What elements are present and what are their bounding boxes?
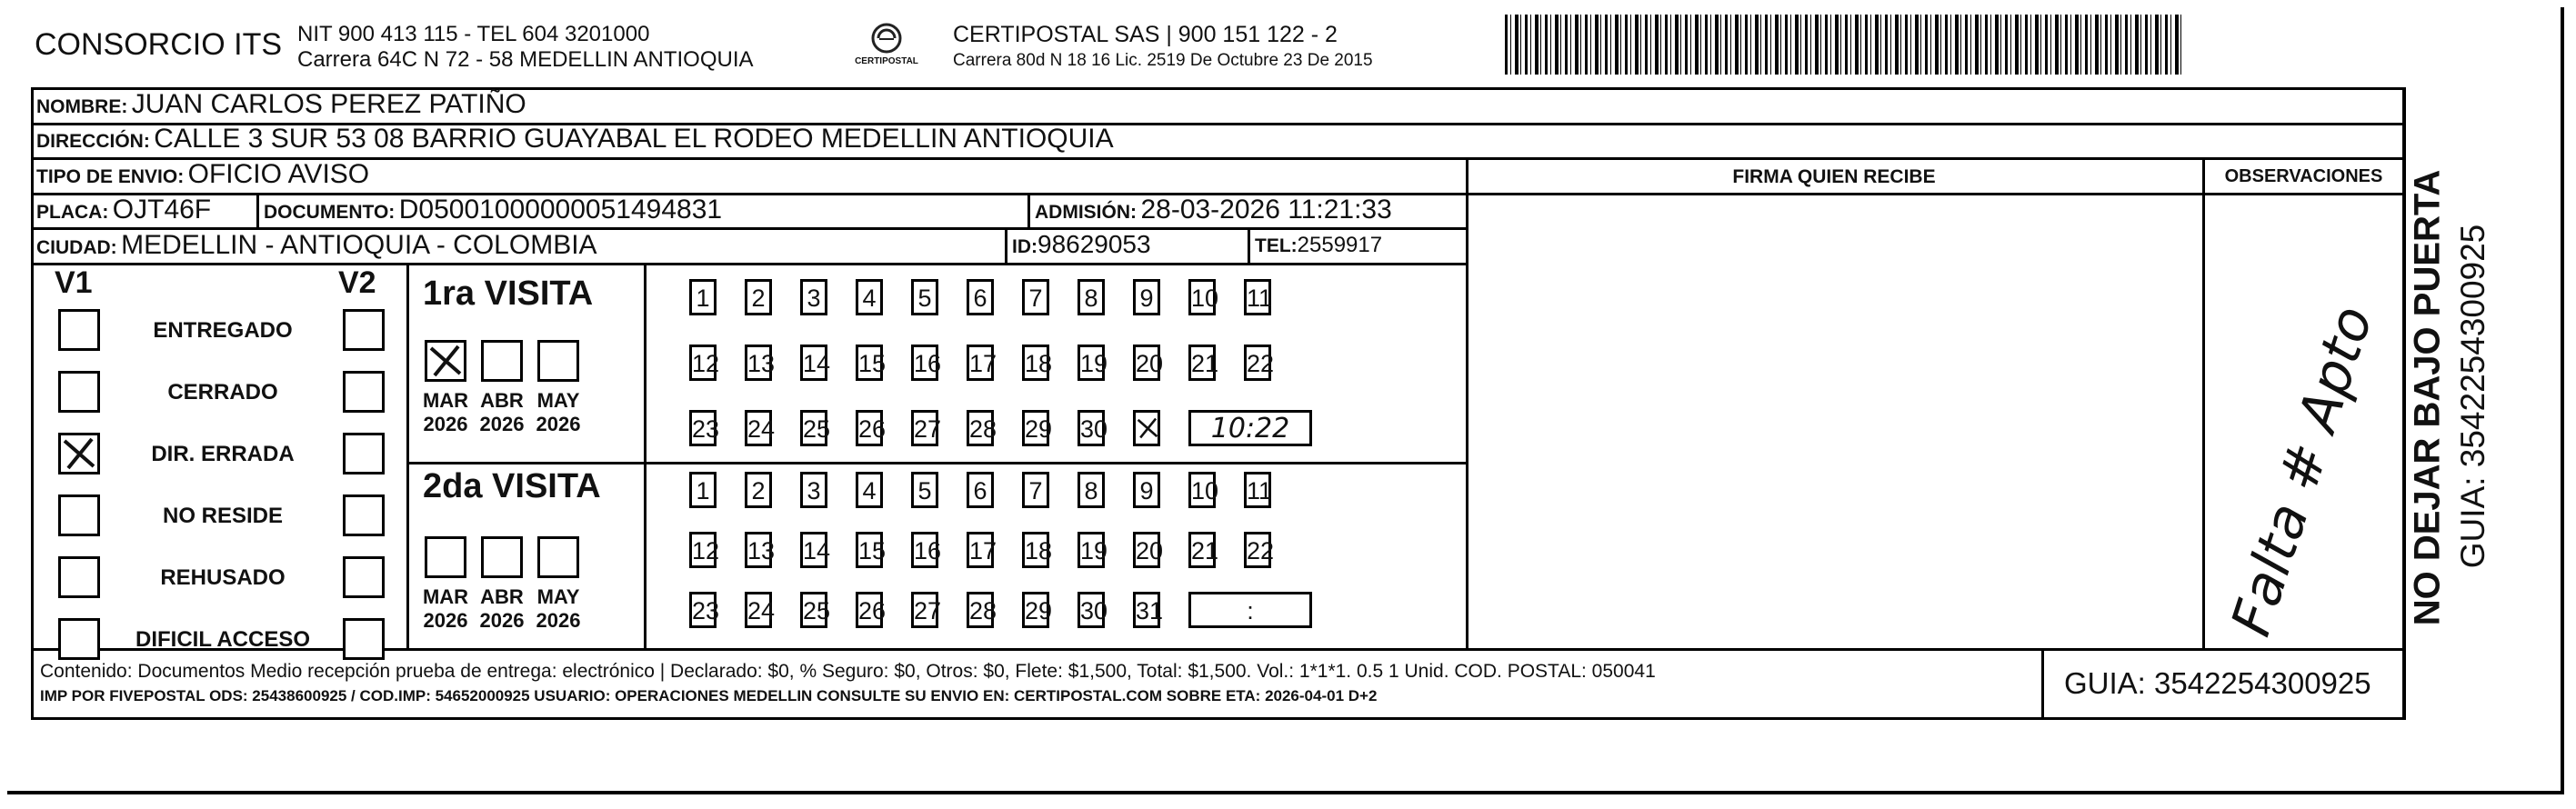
day-box[interactable]: 2: [745, 472, 772, 508]
month-label: [526, 585, 590, 633]
col-divider: [2402, 87, 2405, 720]
observaciones-label: OBSERVACIONES: [2224, 166, 2383, 186]
day-box[interactable]: 13: [745, 345, 772, 381]
placa-value: OJT46F: [112, 195, 212, 225]
id-label: ID:: [1012, 236, 1037, 257]
id-value: 98629053: [1037, 230, 1151, 258]
day-box[interactable]: 11: [1244, 279, 1271, 315]
footer-line-1: Contenido: Documentos Medio recepción prueba de entrega: electrónico | Declarado: $0, % Seguro: $0, Otros: $0, Flete: $1,500, Total: $1,500. Vol.: 1*1*1. 0.5 1 Unid. COD. POSTAL: 050041: [40, 661, 1656, 682]
checkmark-x-icon: [1136, 413, 1159, 444]
checkmark-x-icon: [61, 435, 97, 472]
day-box[interactable]: 14: [800, 532, 827, 568]
carrier-line-1: CERTIPOSTAL SAS | 900 151 122 - 2: [953, 22, 1338, 47]
day-box[interactable]: 24: [745, 410, 772, 446]
documento-cell: [264, 195, 722, 225]
tel-value: 2559917: [1297, 233, 1383, 257]
v1-status-checkbox[interactable]: [58, 556, 100, 598]
month-name: ABR: [480, 389, 524, 412]
day-box[interactable]: 1: [689, 472, 717, 508]
placa-label: PLACA:: [36, 202, 109, 223]
month-name: MAY: [536, 585, 580, 608]
month-year: 2026: [536, 609, 581, 632]
admision-label: ADMISIÓN:: [1035, 202, 1137, 223]
day-box[interactable]: 8: [1078, 472, 1105, 508]
v2-status-checkbox[interactable]: [343, 309, 385, 351]
day-box[interactable]: 12: [689, 345, 717, 381]
col-divider: [256, 193, 259, 227]
tipo-value: OFICIO AVISO: [187, 159, 370, 189]
row-divider: [31, 157, 2406, 160]
placa-cell: [36, 195, 211, 225]
day-box[interactable]: 21: [1188, 532, 1216, 568]
day-box[interactable]: 6: [967, 472, 994, 508]
day-box[interactable]: 30: [1078, 592, 1105, 628]
col-divider: [1248, 227, 1250, 263]
month-label: [414, 585, 477, 633]
month-year: 2026: [423, 609, 468, 632]
month-checkbox[interactable]: [425, 536, 466, 578]
month-label: [470, 389, 534, 436]
day-box[interactable]: 20: [1133, 532, 1160, 568]
v1-status-checkbox[interactable]: [58, 433, 100, 474]
day-box[interactable]: 14: [800, 345, 827, 381]
month-year: 2026: [479, 413, 525, 435]
day-box[interactable]: 13: [745, 532, 772, 568]
handwritten-observation: Falta # Apto: [2219, 298, 2386, 644]
day-box[interactable]: 4: [856, 472, 883, 508]
admision-cell: [1035, 195, 1392, 225]
day-box[interactable]: 26: [856, 410, 883, 446]
tipo-label: TIPO DE ENVIO:: [36, 166, 185, 187]
visit2-title: 2da VISITA: [423, 467, 601, 505]
col-divider: [1466, 157, 1468, 648]
day-box[interactable]: 22: [1244, 345, 1271, 381]
day-box[interactable]: 16: [911, 345, 938, 381]
month-label: [526, 389, 590, 436]
barcode: [1505, 15, 2182, 75]
day-box[interactable]: 1: [689, 279, 717, 315]
v2-status-checkbox[interactable]: [343, 371, 385, 413]
status-label: DIR. ERRADA: [151, 442, 295, 466]
month-year: 2026: [479, 609, 525, 632]
month-checkbox[interactable]: [425, 340, 466, 382]
day-box[interactable]: 3: [800, 279, 827, 315]
day-box[interactable]: 19: [1078, 532, 1105, 568]
col-divider: [2202, 157, 2205, 648]
status-label: REHUSADO: [160, 565, 286, 590]
month-checkbox[interactable]: [481, 536, 523, 578]
month-label: [470, 585, 534, 633]
month-name: MAR: [422, 389, 469, 412]
month-checkbox[interactable]: [537, 340, 579, 382]
v1-status-checkbox[interactable]: [58, 371, 100, 413]
day-box[interactable]: 7: [1022, 472, 1049, 508]
day-box[interactable]: 30: [1078, 410, 1105, 446]
v2-status-checkbox[interactable]: [343, 618, 385, 660]
direccion-label: DIRECCIÓN:: [36, 131, 150, 152]
direccion-value: CALLE 3 SUR 53 08 BARRIO GUAYABAL EL RODEO MEDELLIN ANTIOQUIA: [154, 124, 1114, 154]
day-box[interactable]: 29: [1022, 410, 1049, 446]
company-line-2: Carrera 64C N 72 - 58 MEDELLIN ANTIOQUIA: [297, 47, 754, 72]
status-label: NO RESIDE: [162, 504, 284, 528]
time-box[interactable]: :: [1188, 592, 1312, 628]
v1-status-checkbox[interactable]: [58, 494, 100, 536]
nombre-value: JUAN CARLOS PEREZ PATIÑO: [131, 89, 526, 119]
day-box[interactable]: 18: [1022, 345, 1049, 381]
v1-status-checkbox[interactable]: [58, 618, 100, 660]
guia-footer: GUIA: 3542254300925: [2064, 666, 2371, 700]
visit-divider: [406, 462, 1468, 464]
checkmark-x-icon: [427, 343, 464, 379]
visit1-title: 1ra VISITA: [423, 275, 594, 313]
tipo-row: [36, 159, 369, 190]
day-box[interactable]: 20: [1133, 345, 1160, 381]
day-box[interactable]: 26: [856, 592, 883, 628]
side-notice: NO DEJAR BAJO PUERTA: [2407, 169, 2448, 626]
month-checkbox[interactable]: [537, 536, 579, 578]
day-box[interactable]: 22: [1244, 532, 1271, 568]
v2-status-checkbox[interactable]: [343, 556, 385, 598]
col-divider: [644, 263, 647, 648]
day-box[interactable]: 8: [1078, 279, 1105, 315]
id-cell: [1012, 230, 1151, 259]
col-divider: [1027, 193, 1030, 227]
day-box[interactable]: 15: [856, 532, 883, 568]
nombre-label: NOMBRE:: [36, 96, 128, 117]
day-box[interactable]: 18: [1022, 532, 1049, 568]
day-box[interactable]: 27: [911, 592, 938, 628]
day-box[interactable]: [1133, 410, 1160, 446]
documento-label: DOCUMENTO:: [264, 202, 396, 223]
day-box[interactable]: 2: [745, 279, 772, 315]
admision-value: 28-03-2026 11:21:33: [1140, 195, 1392, 225]
tel-label: TEL:: [1255, 235, 1298, 256]
documento-value: D05001000000051494831: [398, 195, 723, 225]
col-divider: [406, 263, 409, 648]
time-box[interactable]: 10:22: [1188, 410, 1312, 446]
day-box[interactable]: 15: [856, 345, 883, 381]
day-box[interactable]: 17: [967, 345, 994, 381]
day-box[interactable]: 23: [689, 592, 717, 628]
nombre-row: [36, 89, 526, 120]
month-label: [414, 389, 477, 436]
row-divider: [31, 263, 1468, 265]
day-box[interactable]: 17: [967, 532, 994, 568]
day-box[interactable]: 29: [1022, 592, 1049, 628]
day-box[interactable]: 5: [911, 472, 938, 508]
day-box[interactable]: 28: [967, 592, 994, 628]
day-box[interactable]: 25: [800, 592, 827, 628]
ciudad-value: MEDELLIN - ANTIOQUIA - COLOMBIA: [121, 230, 597, 260]
day-box[interactable]: 19: [1078, 345, 1105, 381]
v1-status-checkbox[interactable]: [58, 309, 100, 351]
day-box[interactable]: 9: [1133, 279, 1160, 315]
day-box[interactable]: 7: [1022, 279, 1049, 315]
company-name: CONSORCIO ITS: [35, 27, 283, 62]
status-label: ENTREGADO: [153, 318, 293, 343]
v2-status-checkbox[interactable]: [343, 494, 385, 536]
day-box[interactable]: 23: [689, 410, 717, 446]
side-guia: GUIA: 3542254300925: [2454, 224, 2491, 569]
logo-caption: CERTIPOSTAL: [855, 56, 918, 66]
month-name: ABR: [480, 585, 524, 608]
day-box[interactable]: 31: [1133, 592, 1160, 628]
day-box[interactable]: 10: [1188, 472, 1216, 508]
col-divider: [1005, 227, 1007, 263]
day-box[interactable]: 28: [967, 410, 994, 446]
day-box[interactable]: 11: [1244, 472, 1271, 508]
tel-cell: [1255, 233, 1382, 258]
firma-label: FIRMA QUIEN RECIBE: [1732, 166, 1936, 187]
status-label: CERRADO: [167, 380, 278, 404]
day-box[interactable]: 16: [911, 532, 938, 568]
footer-line-2: IMP POR FIVEPOSTAL ODS: 25438600925 / COD.IMP: 54652000925 USUARIO: OPERACIONES MEDELLIN CONSULTE SU ENVIO EN: CERTIPOSTAL.COM SOBRE ETA: 2026-04-01 D+2: [40, 687, 1378, 704]
day-box[interactable]: 6: [967, 279, 994, 315]
day-box[interactable]: 10: [1188, 279, 1216, 315]
day-box[interactable]: 3: [800, 472, 827, 508]
day-box[interactable]: 12: [689, 532, 717, 568]
v2-label: V2: [338, 265, 376, 300]
status-label: DIFICIL ACCESO: [135, 627, 310, 652]
month-name: MAY: [536, 389, 580, 412]
month-year: 2026: [536, 413, 581, 435]
day-box[interactable]: 21: [1188, 345, 1216, 381]
month-checkbox[interactable]: [481, 340, 523, 382]
carrier-line-2: Carrera 80d N 18 16 Lic. 2519 De Octubre 23 De 2015: [953, 51, 1373, 70]
day-box[interactable]: 9: [1133, 472, 1160, 508]
day-box[interactable]: 5: [911, 279, 938, 315]
month-name: MAR: [422, 585, 469, 608]
ciudad-label: CIUDAD:: [36, 237, 117, 258]
col-divider: [2041, 648, 2044, 720]
company-line-1: NIT 900 413 115 - TEL 604 3201000: [297, 22, 650, 46]
direccion-row: [36, 124, 1114, 155]
v2-status-checkbox[interactable]: [343, 433, 385, 474]
ciudad-cell: [36, 230, 597, 261]
month-year: 2026: [423, 413, 468, 435]
day-box[interactable]: 4: [856, 279, 883, 315]
v1-label: V1: [55, 265, 93, 300]
row-divider: [31, 648, 2406, 651]
day-box[interactable]: 24: [745, 592, 772, 628]
day-box[interactable]: 27: [911, 410, 938, 446]
day-box[interactable]: 25: [800, 410, 827, 446]
